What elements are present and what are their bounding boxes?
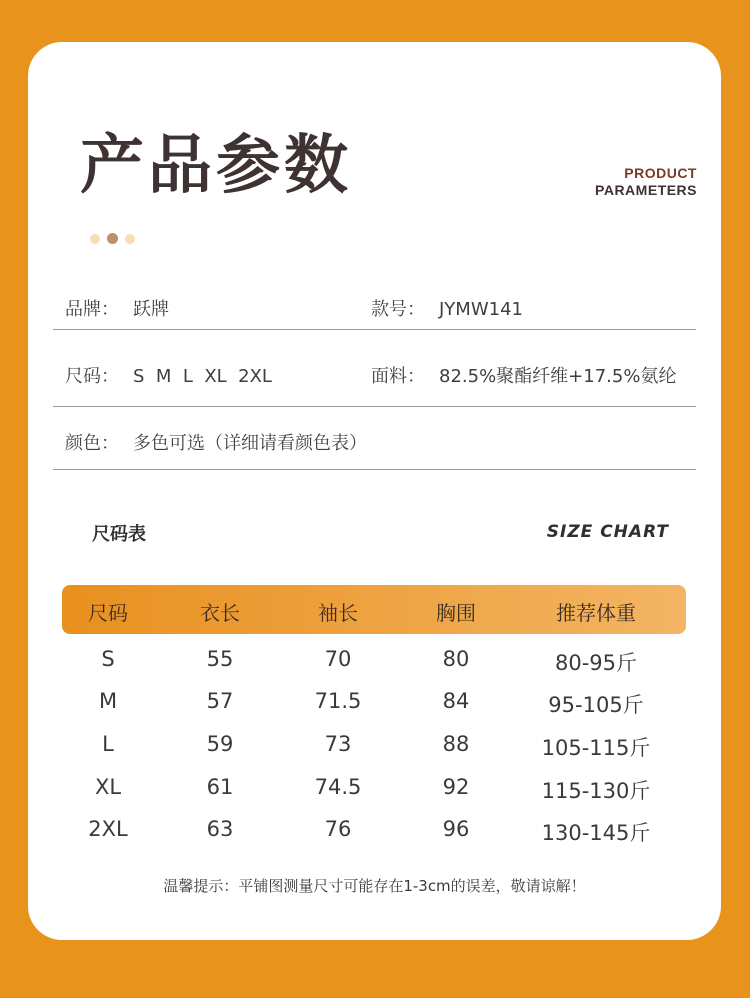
size-label: 尺码： bbox=[65, 366, 119, 387]
color-value: 多色可选（详细请看颜色表） bbox=[133, 433, 367, 454]
model-field bbox=[371, 295, 523, 321]
table-row bbox=[28, 732, 750, 772]
header-cell: 袖长 bbox=[318, 601, 358, 625]
table-cell: L bbox=[102, 732, 114, 756]
decorative-dots bbox=[90, 233, 135, 244]
table-cell: 55 bbox=[206, 647, 234, 671]
color-label: 颜色： bbox=[65, 433, 119, 454]
dot-icon bbox=[107, 233, 118, 244]
table-cell: 96 bbox=[442, 817, 470, 841]
fabric-label: 面料： bbox=[371, 366, 425, 387]
page-title: 产品参数 bbox=[80, 129, 352, 203]
model-label: 款号： bbox=[371, 299, 425, 320]
table-cell: 95-105斤 bbox=[548, 693, 644, 717]
header-cell: 衣长 bbox=[200, 601, 240, 625]
header-cell: 推荐体重 bbox=[556, 601, 636, 625]
table-cell: 105-115斤 bbox=[541, 736, 651, 760]
table-cell: 80 bbox=[442, 647, 470, 671]
header-cell: 尺码 bbox=[88, 601, 128, 625]
brand-field bbox=[65, 295, 169, 321]
params-row-color bbox=[53, 407, 696, 470]
table-cell: 73 bbox=[324, 732, 352, 756]
brand-value: 跃牌 bbox=[133, 299, 169, 320]
table-cell: 61 bbox=[206, 775, 234, 799]
fabric-field bbox=[371, 362, 676, 388]
table-cell: S bbox=[101, 647, 115, 671]
dot-icon bbox=[90, 234, 100, 244]
table-cell: 57 bbox=[206, 689, 234, 713]
table-row bbox=[28, 775, 750, 815]
table-cell: 84 bbox=[442, 689, 470, 713]
color-field bbox=[65, 429, 367, 455]
table-cell: 115-130斤 bbox=[541, 779, 651, 803]
table-cell: 63 bbox=[206, 817, 234, 841]
table-cell: 92 bbox=[442, 775, 470, 799]
size-field bbox=[65, 362, 272, 388]
params-row-size bbox=[53, 330, 696, 407]
table-row bbox=[28, 817, 750, 857]
title-en-line2: PARAMETERS bbox=[595, 182, 697, 198]
size-table-header bbox=[62, 585, 686, 634]
fabric-value: 82.5%聚酯纤维+17.5%氨纶 bbox=[439, 366, 677, 387]
table-cell: 130-145斤 bbox=[541, 821, 651, 845]
dot-icon bbox=[125, 234, 135, 244]
table-cell: 74.5 bbox=[314, 775, 362, 799]
model-value: JYMW141 bbox=[439, 299, 523, 320]
table-cell: 71.5 bbox=[314, 689, 362, 713]
table-cell: M bbox=[98, 689, 118, 713]
table-cell: 88 bbox=[442, 732, 470, 756]
table-cell: 70 bbox=[324, 647, 352, 671]
table-cell: 80-95斤 bbox=[554, 651, 638, 675]
size-value: S M L XL 2XL bbox=[133, 366, 272, 387]
table-cell: 59 bbox=[206, 732, 234, 756]
size-table-title: 尺码表 bbox=[92, 524, 146, 545]
size-table-title-en: SIZE CHART bbox=[546, 522, 669, 542]
brand-label: 品牌： bbox=[65, 299, 119, 320]
table-cell: XL bbox=[94, 775, 122, 799]
table-cell: 2XL bbox=[88, 817, 128, 841]
measurement-note: 温馨提示：平铺图测量尺寸可能存在1-3cm的误差，敬请谅解！ bbox=[163, 877, 586, 895]
params-row-brand bbox=[53, 282, 696, 330]
parameter-card bbox=[28, 42, 721, 940]
header-cell: 胸围 bbox=[436, 601, 476, 625]
table-cell: 76 bbox=[324, 817, 352, 841]
title-en-line1: PRODUCT bbox=[624, 165, 697, 181]
table-row bbox=[28, 689, 750, 729]
table-row bbox=[28, 647, 750, 687]
